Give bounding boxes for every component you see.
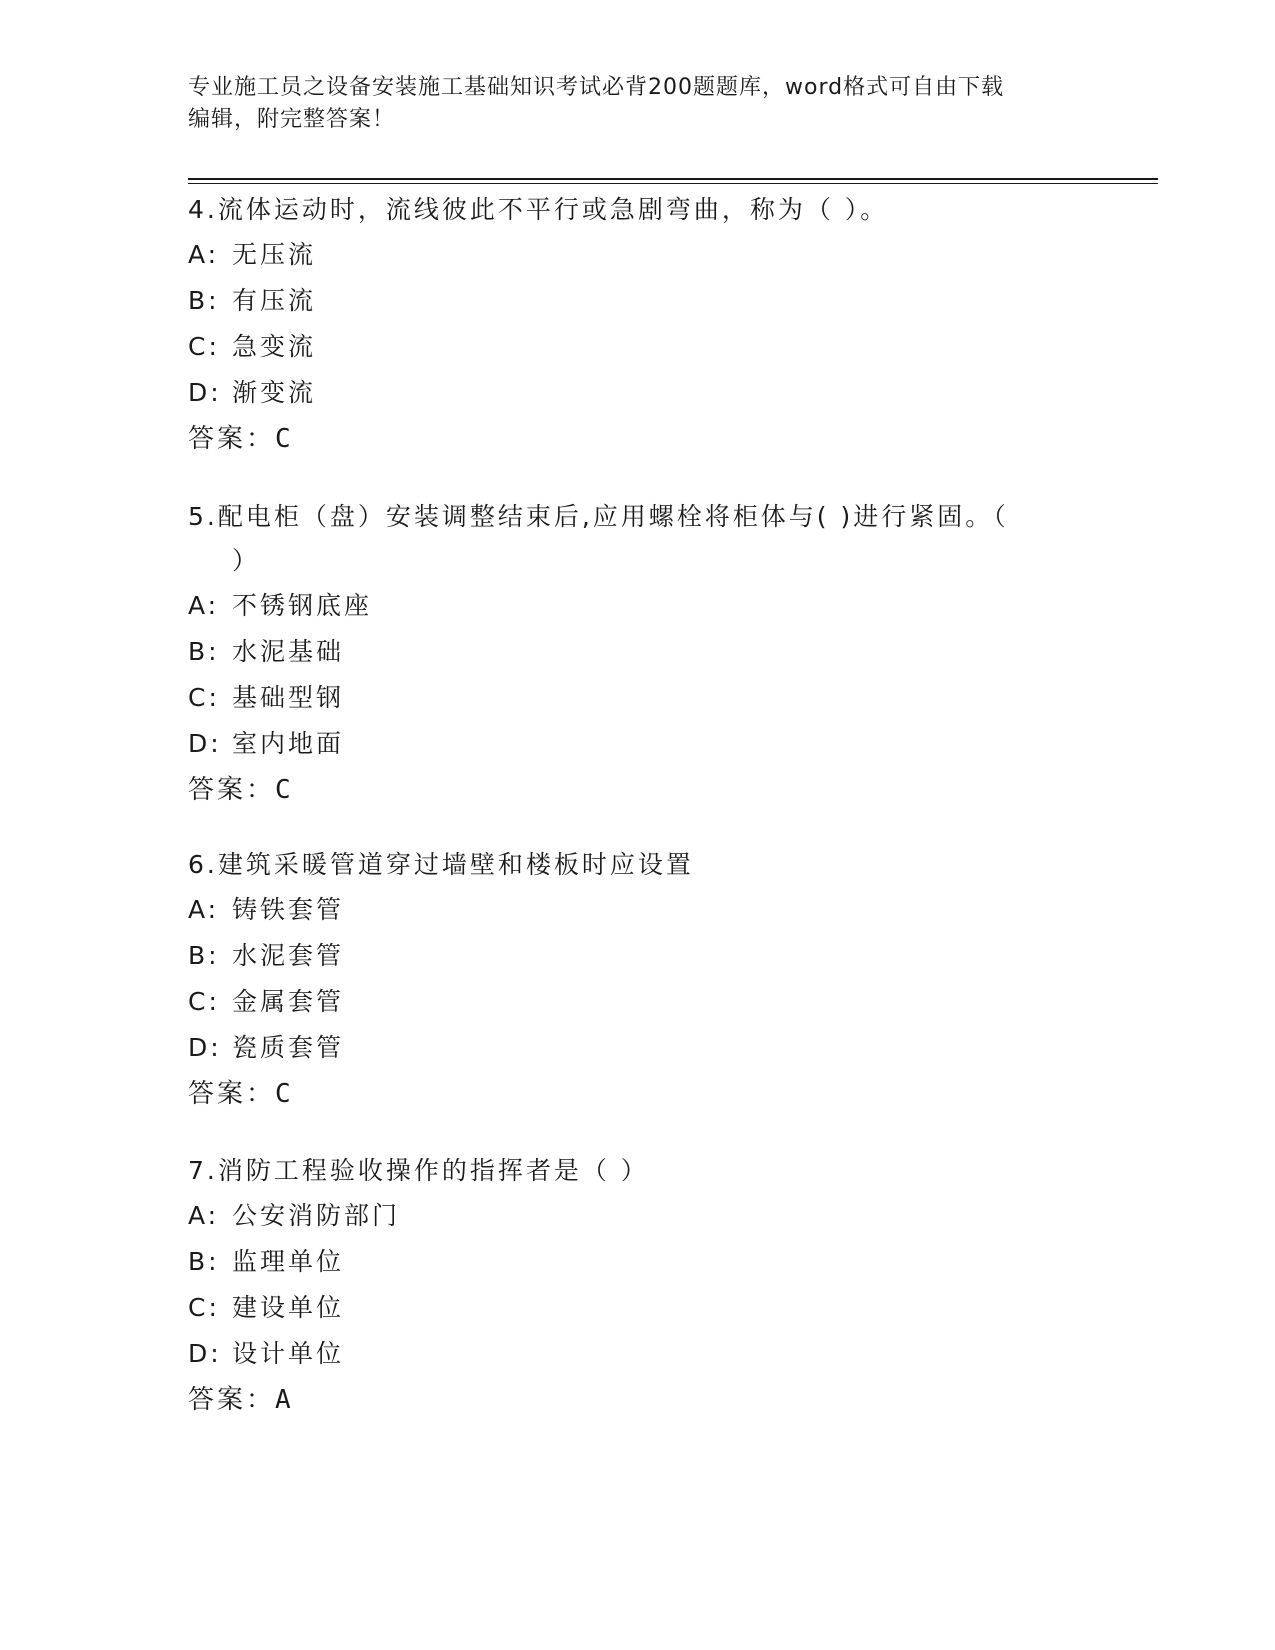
question-text [188,495,1088,583]
document-header [188,72,1088,136]
option-label: C: [188,987,220,1016]
option-d [188,1025,1088,1071]
question-text-line-1: 5.配电柜（盘）安装调整结束后,应用螺栓将柜体与( )进行紧固。（ [188,502,1009,531]
option-c [188,979,1088,1025]
question-text: 6.建筑采暖管道穿过墙壁和楼板时应设置 [188,850,694,879]
option-text: 基础型钢 [232,683,345,712]
option-text: 渐变流 [232,378,317,407]
question-text-line-2: ） [232,546,261,575]
option-label: C: [188,332,220,361]
option-label: A: [188,591,220,620]
option-b [188,1239,1088,1285]
option-text: 建设单位 [232,1293,345,1322]
option-a [188,583,1088,629]
option-d [188,1331,1088,1377]
option-text: 无压流 [232,240,317,269]
option-a [188,887,1088,933]
option-text: 水泥套管 [232,941,345,970]
header-divider-thin [188,183,1158,184]
option-label: D: [188,1033,222,1062]
answer-line [188,1377,1088,1423]
question-7 [188,1149,1088,1423]
answer-label: 答案： [188,775,276,805]
option-text: 有压流 [232,286,317,315]
answer-line [188,767,1088,813]
answer-value: C [275,424,294,454]
option-text: 铸铁套管 [232,895,345,924]
option-b [188,278,1088,324]
option-label: A: [188,1201,220,1230]
option-text: 金属套管 [232,987,345,1016]
option-text: 急变流 [232,332,317,361]
option-label: B: [188,286,220,315]
option-d [188,370,1088,416]
option-text: 设计单位 [232,1339,345,1368]
answer-label: 答案： [188,424,276,454]
question-4 [188,188,1088,462]
answer-value: C [275,1079,294,1109]
option-label: B: [188,941,220,970]
option-a [188,1193,1088,1239]
option-label: D: [188,378,222,407]
option-text: 公安消防部门 [232,1201,401,1230]
answer-value: A [275,1385,294,1415]
question-text: 7.消防工程验收操作的指挥者是（ ） [188,1156,649,1185]
option-label: A: [188,240,220,269]
option-label: C: [188,1293,220,1322]
option-text: 室内地面 [232,729,345,758]
option-label: C: [188,683,220,712]
option-b [188,933,1088,979]
answer-line [188,416,1088,462]
option-label: D: [188,1339,222,1368]
option-c [188,675,1088,721]
answer-value: C [275,775,294,805]
option-c [188,324,1088,370]
question-6 [188,843,1088,1117]
answer-line [188,1071,1088,1117]
option-a [188,232,1088,278]
answer-label: 答案： [188,1385,276,1415]
option-text: 瓷质套管 [232,1033,345,1062]
option-b [188,629,1088,675]
option-label: D: [188,729,222,758]
option-label: B: [188,637,220,666]
option-d [188,721,1088,767]
header-divider-thick [188,178,1158,180]
option-c [188,1285,1088,1331]
question-5 [188,495,1088,813]
header-line-1: 专业施工员之设备安装施工基础知识考试必背200题题库，word格式可自由下载 [188,75,1005,100]
option-label: B: [188,1247,220,1276]
option-text: 水泥基础 [232,637,345,666]
option-text: 不锈钢底座 [232,591,373,620]
option-text: 监理单位 [232,1247,345,1276]
option-label: A: [188,895,220,924]
answer-label: 答案： [188,1079,276,1109]
header-line-2: 编辑，附完整答案！ [188,107,396,132]
question-text: 4.流体运动时，流线彼此不平行或急剧弯曲，称为（ ）。 [188,195,889,224]
